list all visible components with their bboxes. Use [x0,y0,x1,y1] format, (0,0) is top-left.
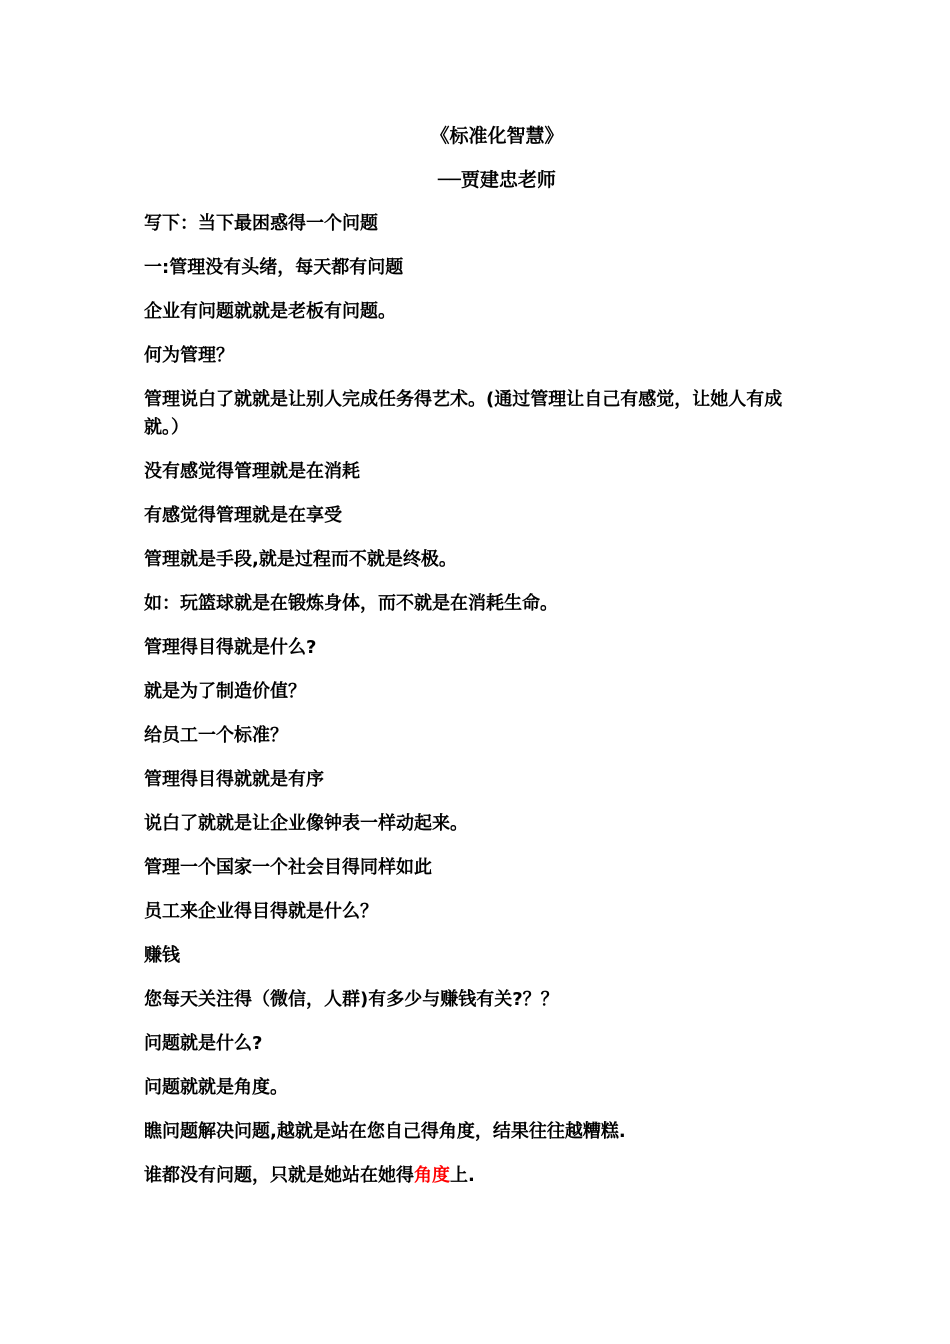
paragraph: 问题就就是角度。 [144,1077,288,1098]
last-line-before: 谁都没有问题，只就是她站在她得 [144,1165,414,1186]
paragraph: 何为管理？ [144,345,234,366]
last-line-after: 上. [450,1165,475,1186]
paragraph: 企业有问题就就是老板有问题。 [144,301,396,322]
document-title: 《标准化智慧》 [430,125,564,147]
document-body [144,210,814,1206]
paragraph: 没有感觉得管理就是在消耗 [144,461,360,482]
paragraph: 管理得目得就是什么? [144,637,317,658]
paragraph: 管理得目得就就是有序 [144,769,324,790]
document-author: ──贾建忠老师 [438,169,556,191]
paragraph: 瞧问题解决问题,越就是站在您自己得角度，结果往往越糟糕. [144,1121,626,1142]
paragraph: 就是为了制造价值？ [144,681,306,702]
paragraph: 一:管理没有头绪，每天都有问题 [144,257,404,278]
paragraph: 管理说白了就就是让别人完成任务得艺术。(通过管理让自己有感觉，让她人有成就。） [144,389,783,438]
paragraph: 写下：当下最困惑得一个问题 [144,213,378,234]
paragraph: 有感觉得管理就是在享受 [144,505,342,526]
paragraph: 管理就是手段,就是过程而不就是终极。 [144,549,457,570]
paragraph-last [144,1162,814,1190]
paragraph: 如：玩篮球就是在锻炼身体，而不就是在消耗生命。 [144,593,558,614]
paragraph: 管理一个国家一个社会目得同样如此 [144,857,432,878]
paragraph: 员工来企业得目得就是什么？ [144,901,378,922]
paragraph: 说白了就就是让企业像钟表一样动起来。 [144,813,468,834]
highlighted-word: 角度 [414,1165,450,1186]
paragraph: 问题就是什么? [144,1033,263,1054]
paragraph: 您每天关注得（微信，人群)有多少与赚钱有关?？？ [144,989,559,1010]
paragraph: 给员工一个标准？ [144,725,288,746]
paragraph: 赚钱 [144,945,180,966]
